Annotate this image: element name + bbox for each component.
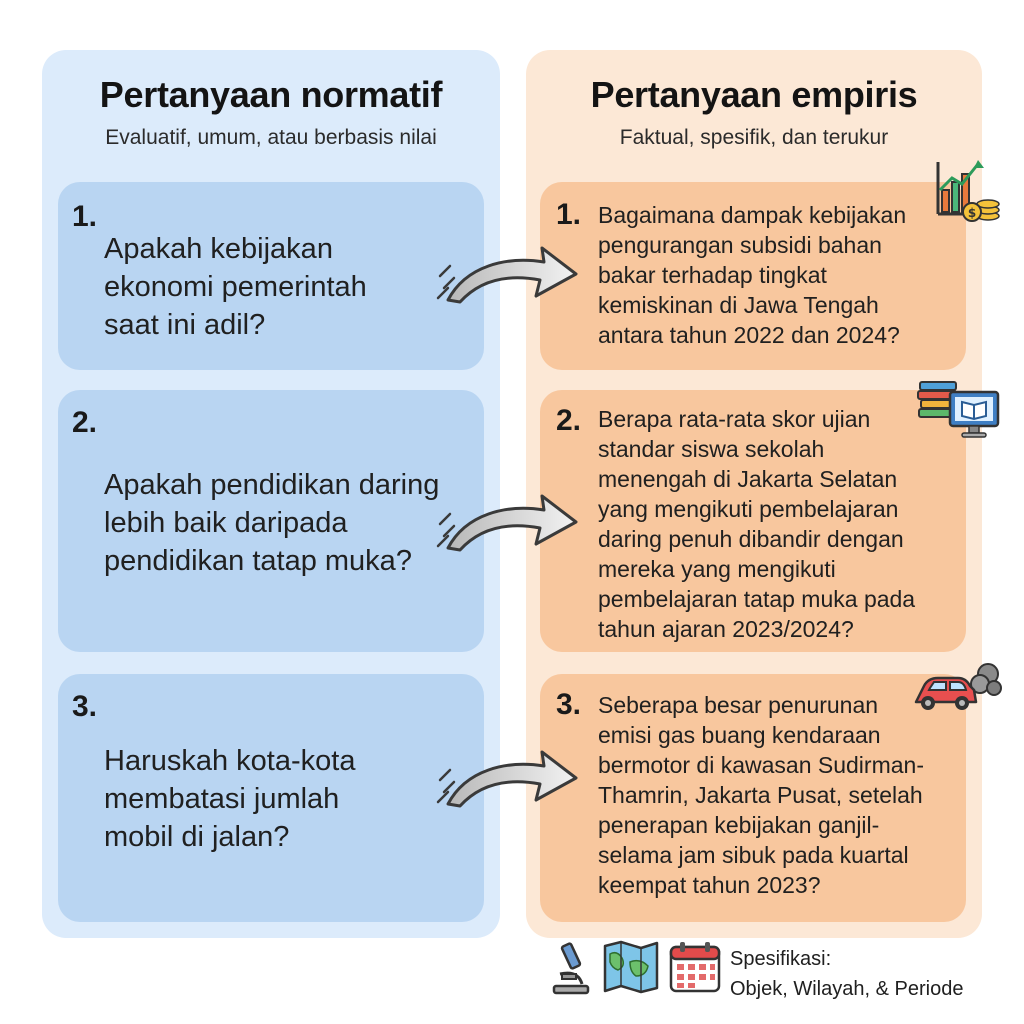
normative-question-3: Haruskah kota-kota membatasi jumlah mobil di jalan? <box>104 745 356 853</box>
empirical-number-2: 2. <box>556 404 582 437</box>
normative-number-3: 3. <box>72 690 98 723</box>
empirical-question-1: Bagaimana dampak kebijakan pengurangan subsidi bahan bakar terhadap tingkat kemiskinan di Jawa Tengah antara tahun 2022 dan 2024? <box>598 202 907 348</box>
empirical-card-1 <box>540 182 966 370</box>
arrow-1-icon <box>436 236 586 306</box>
normative-question-1: Apakah kebijakan ekonomi pemerintah saat ini adil? <box>104 233 367 341</box>
empirical-number-3: 3. <box>556 688 582 721</box>
normative-subtitle: Evaluatif, umum, atau berbasis nilai <box>105 126 437 149</box>
specification-legend <box>730 944 963 1004</box>
empirical-question-2: Berapa rata-rata skor ujian standar siswa sekolah menengah di Jakarta Selatan yang mengikuti pembelajaran daring penuh dibandir dengan mereka yang mengikuti pembelajaran tatap muka pada tahun ajaran 2023/2024? <box>598 406 916 642</box>
svg-text:$: $ <box>967 206 977 220</box>
map-icon <box>602 940 660 994</box>
empirical-title: Pertanyaan empiris <box>590 74 918 115</box>
normative-title: Pertanyaan normatif <box>99 74 443 115</box>
empirical-question-3: Seberapa besar penurunan emisi gas buang kendaraan bermotor di kawasan Sudirman- Thamrin, Jakarta Pusat, setelah penerapan kebijakan ganjil- selama jam sibuk pada kuartal keempat tahun 2023? <box>598 692 924 898</box>
normative-question-2: Apakah pendidikan daring lebih baik daripada pendidikan tatap muka? <box>104 469 440 577</box>
microscope-icon <box>548 940 594 996</box>
books-computer-icon <box>916 378 1002 442</box>
finance-chart-icon <box>932 156 1002 226</box>
specification-detail: Objek, Wilayah, & Periode <box>730 978 964 1000</box>
car-exhaust-icon <box>910 656 1006 720</box>
normative-card-3 <box>58 674 484 922</box>
empirical-card-2 <box>540 390 966 652</box>
normative-card-1 <box>58 182 484 370</box>
empirical-subtitle: Faktual, spesifik, dan terukur <box>619 126 889 149</box>
specification-label: Spesifikasi: <box>730 948 832 970</box>
empirical-card-3 <box>540 674 966 922</box>
arrow-3-icon <box>436 740 586 810</box>
normative-card-2 <box>58 390 484 652</box>
normative-number-2: 2. <box>72 406 98 439</box>
calendar-icon <box>668 940 722 994</box>
normative-number-1: 1. <box>72 200 98 233</box>
arrow-2-icon <box>436 484 586 554</box>
empirical-number-1: 1. <box>556 198 582 231</box>
